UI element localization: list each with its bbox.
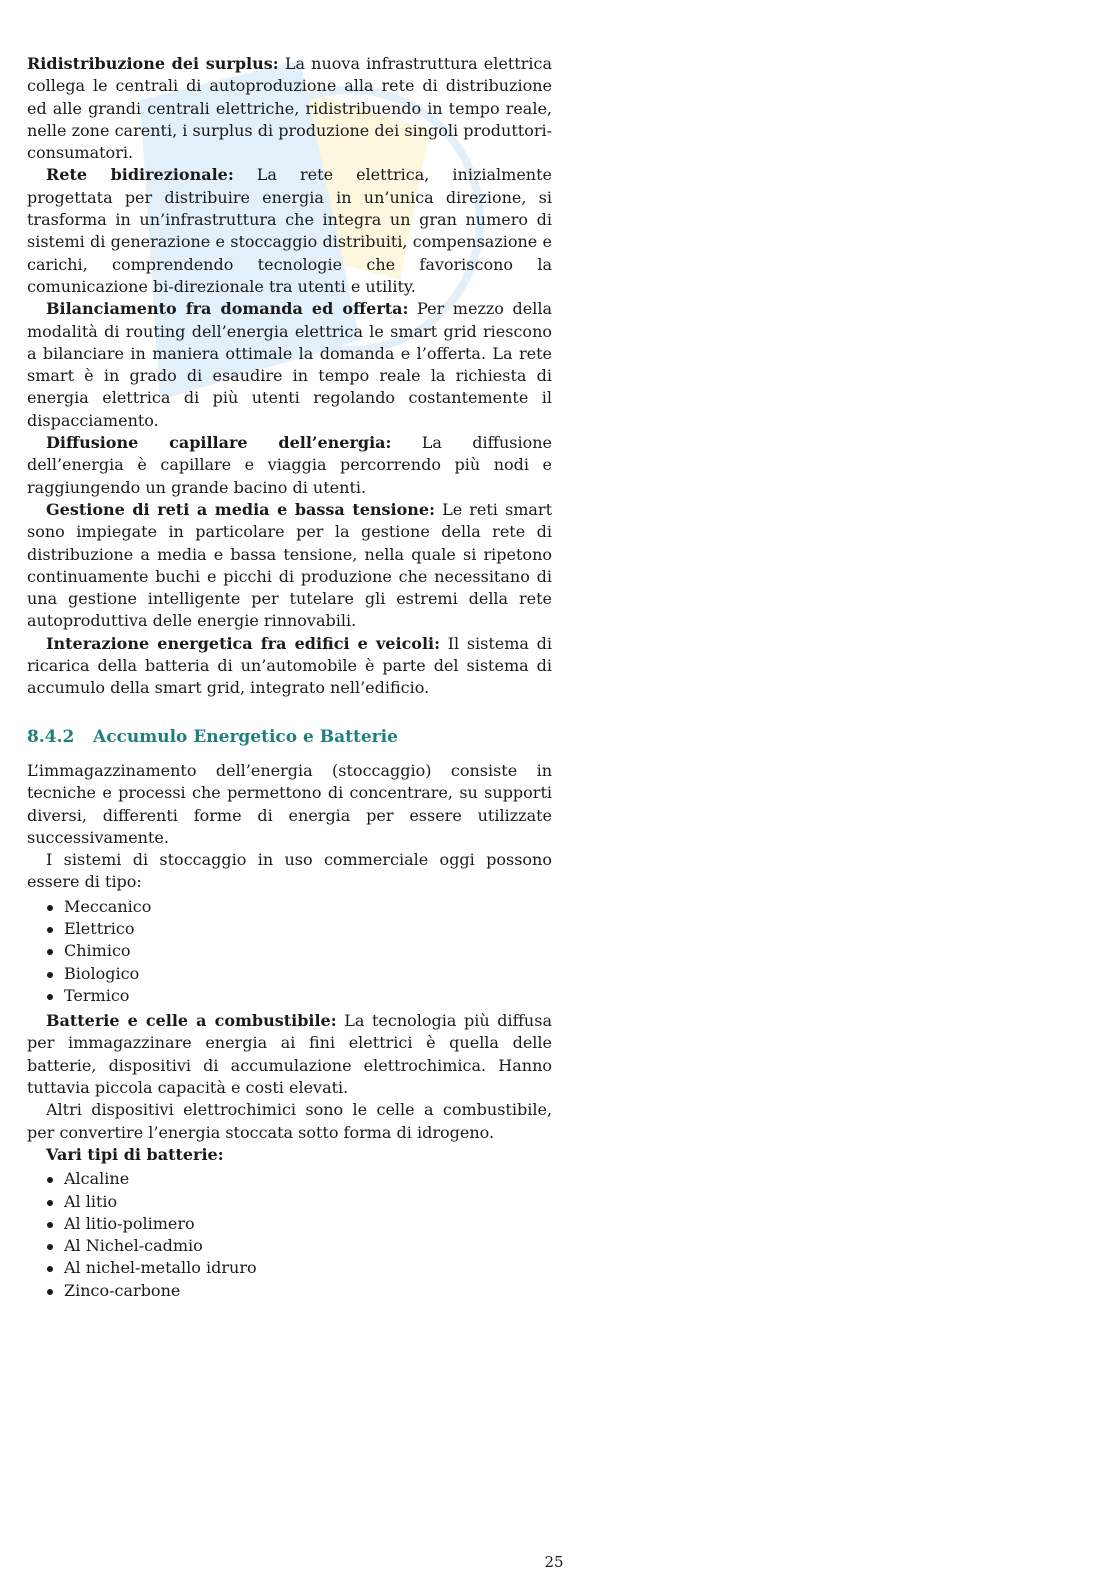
storage-types-list — [27, 896, 552, 1007]
list-item: Al litio-polimero — [46, 1213, 552, 1235]
list-item: Termico — [46, 985, 552, 1007]
text-surplus: La nuova infrastruttura elettrica collega le centrali di autoproduzione alla rete di distribuzione ed alle grandi centrali elettriche, ridistribuendo in tempo reale, nelle zone carenti, i surplus di produzione dei singoli produttori-consumatori. — [27, 54, 552, 163]
term-diffusion: Diffusione capillare dell’energia: — [46, 433, 392, 453]
section-heading — [27, 726, 552, 748]
paragraph-diffusion — [27, 432, 552, 499]
list-item: Al Nichel-cadmio — [46, 1235, 552, 1257]
section-title: Accumulo Energetico e Batterie — [93, 726, 398, 747]
text-batteries: La tecnologia più diffusa per immagazzinare energia ai fini elettrici è quella delle batterie, dispositivi di accumulazione elettrochimica. Hanno tuttavia piccola capacità e costi elevati. — [27, 1011, 552, 1098]
list-item: Alcaline — [46, 1168, 552, 1190]
term-bidirectional: Rete bidirezionale: — [46, 165, 234, 185]
text-vehicles: Il sistema di ricarica della batteria di un’automobile è parte del sistema di accumulo della smart grid, integrato nell’edificio. — [27, 633, 552, 698]
term-batteries: Batterie e celle a combustibile: — [46, 1011, 337, 1031]
paragraph-fuel-cells: Altri dispositivi elettrochimici sono le celle a combustibile, per convertire l’energia stoccata sotto forma di idrogeno. — [27, 1100, 552, 1142]
text-balancing: Per mezzo della modalità di routing dell’energia elettrica le smart grid riescono a bilanciare in maniera ottimale la domanda e l’offerta. La rete smart è in grado di esaudire in tempo reale la richiesta di energia elettrica di più utenti regolando costantemente il dispacciamento. — [27, 299, 553, 430]
paragraph-voltage — [27, 499, 552, 633]
text-voltage: Le reti smart sono impiegate in particolare per la gestione della rete di distribuzione a media e bassa tensione, nella quale si ripetono continuamente buchi e picchi di produzione che necessitano di una gestione intelligente per tutelare gli estremi della rete autoproduttiva delle energie rinnovabili. — [27, 499, 552, 631]
main-column — [27, 53, 552, 1305]
battery-types-heading-text: Vari tipi di batterie: — [46, 1144, 224, 1164]
battery-types-list — [27, 1168, 552, 1302]
term-voltage: Gestione di reti a media e bassa tensione: — [46, 499, 435, 519]
list-item: Meccanico — [46, 896, 552, 918]
list-item: Zinco-carbone — [46, 1280, 552, 1302]
list-item: Al nichel-metallo idruro — [46, 1257, 552, 1279]
paragraph-bidirectional — [27, 164, 552, 298]
list-item: Chimico — [46, 940, 552, 962]
paragraph-intro: L’immagazzinamento dell’energia (stoccaggio) consiste in tecniche e processi che permettono di concentrare, su supporti diversi, differenti forme di energia per essere utilizzate successivamente. — [27, 760, 552, 847]
list-item: Biologico — [46, 963, 552, 985]
term-vehicles: Interazione energetica fra edifici e veicoli: — [46, 633, 441, 653]
list-item: Al litio — [46, 1191, 552, 1213]
section-number: 8.4.2 — [27, 726, 75, 747]
list-item: Elettrico — [46, 918, 552, 940]
paragraph-storage-intro: I sistemi di stoccaggio in uso commerciale oggi possono essere di tipo: — [27, 850, 552, 892]
page-number: 25 — [544, 1553, 564, 1571]
paragraph-balancing — [27, 298, 552, 432]
paragraph-batteries — [27, 1010, 552, 1099]
term-balancing: Bilanciamento fra domanda ed offerta: — [46, 299, 409, 319]
term-surplus: Ridistribuzione dei surplus: — [27, 54, 279, 73]
paragraph-surplus — [27, 53, 552, 164]
text-bidirectional: La rete elettrica, inizialmente progettata per distribuire energia in un’unica direzione, si trasforma in un’infrastruttura che integra un gran numero di sistemi di generazione e stoccaggio distribuiti, compensazione e carichi, comprendendo tecnologie che favoriscono la comunicazione bi-direzionale tra utenti e utility. — [27, 165, 552, 296]
text-diffusion: La diffusione dell’energia è capillare e viaggia percorrendo più nodi e raggiungendo un grande bacino di utenti. — [27, 433, 552, 497]
paragraph-vehicles — [27, 633, 552, 700]
battery-types-heading — [27, 1144, 552, 1166]
